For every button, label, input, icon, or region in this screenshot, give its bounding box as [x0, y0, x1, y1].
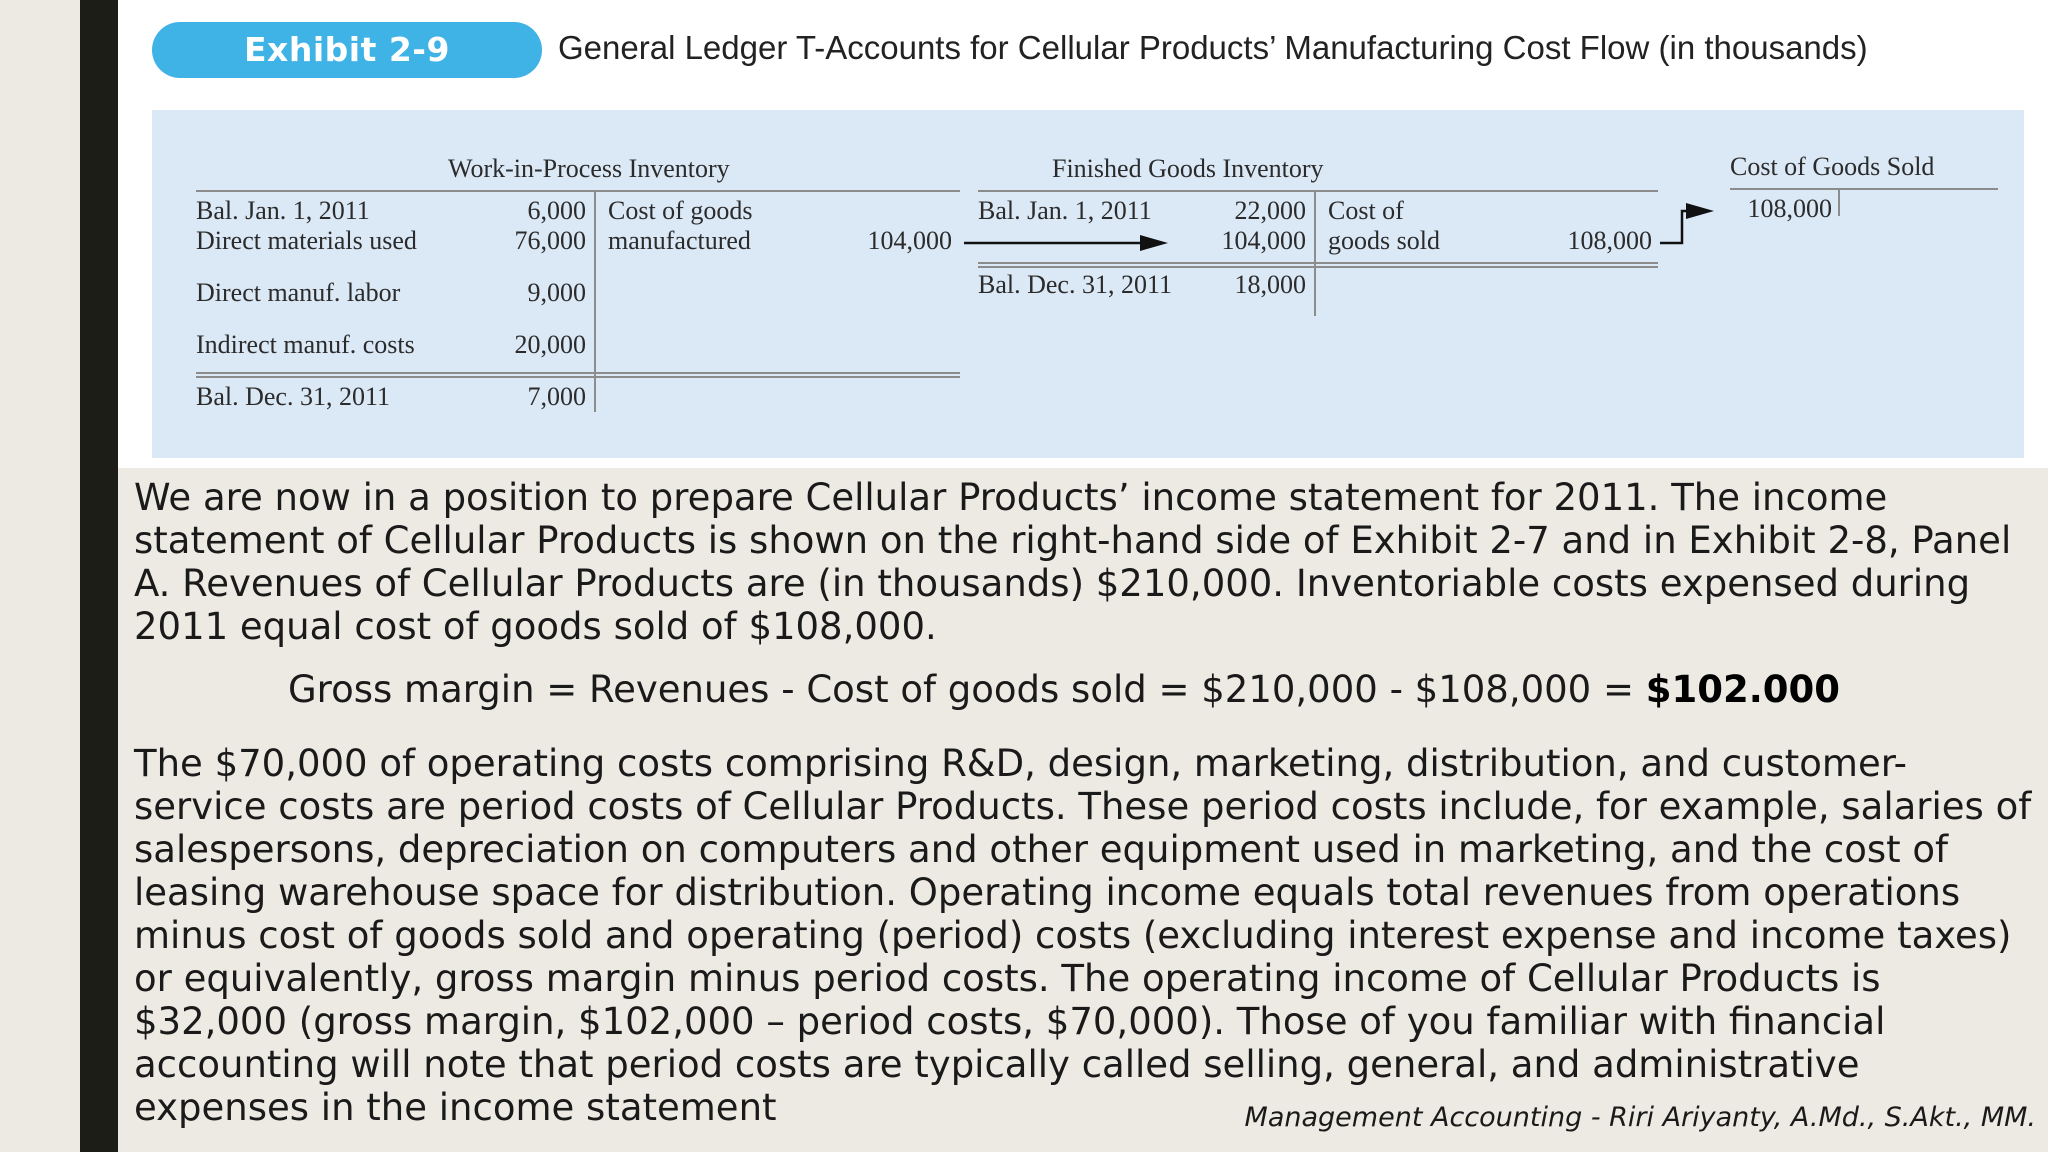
cogs-debit-value: 108,000	[1747, 194, 1832, 223]
t-accounts-box	[152, 110, 2024, 458]
fg-credit-value: 108,000	[1567, 226, 1652, 255]
wip-credit-label: manufactured	[608, 226, 751, 255]
fg-credit-label: goods sold	[1328, 226, 1440, 255]
wip-debit-value: 6,000	[527, 196, 586, 225]
wip-ending-label: Bal. Dec. 31, 2011	[196, 382, 390, 411]
fg-opening-label: Bal. Jan. 1, 2011	[978, 196, 1152, 225]
formula-result: $102.000	[1645, 668, 1841, 711]
fg-title: Finished Goods Inventory	[1052, 154, 1324, 183]
exhibit-panel	[118, 0, 2048, 468]
dark-side-bar	[80, 0, 118, 1152]
wip-credit-label: Cost of goods	[608, 196, 753, 225]
exhibit-title: General Ledger T-Accounts for Cellular Products’ Manufacturing Cost Flow (in thousands)	[558, 29, 1868, 66]
fg-ending-value: 18,000	[1234, 270, 1306, 299]
wip-ending-value: 7,000	[527, 382, 586, 411]
cost-flow-arrows	[152, 110, 2024, 458]
fg-ending-label: Bal. Dec. 31, 2011	[978, 270, 1172, 299]
wip-debit-label: Direct materials used	[196, 226, 417, 255]
footer-credit: Management Accounting - Riri Ariyanty, A.Md., S.Akt., MM.	[1244, 1102, 2036, 1133]
fg-to-cogs-arrow	[1660, 203, 1714, 243]
wip-debit-value: 9,000	[527, 278, 586, 307]
wip-debit-label: Bal. Jan. 1, 2011	[196, 196, 370, 225]
paragraph-income-statement: We are now in a position to prepare Cellular Products’ income statement for 2011. The income statement of Cellular Products is shown on the right-hand side of Exhibit 2-7 and in Exhibit 2-8, Panel A. Revenues of Cellular Products are (in thousands) $210,000. Inventoriable costs expensed during 2011 equal cost of goods sold of $108,000.	[134, 476, 2012, 648]
paragraph-period-costs: The $70,000 of operating costs comprising R&D, design, marketing, distribution, and customer-service costs are period costs of Cellular Products. These period costs include, for example, salaries of salespersons, depreciation on computers and other equipment used in marketing, and the cost of leasing warehouse space for distribution. Operating income equals total revenues from operations minus cost of goods sold and operating (period) costs (excluding interest expense and income taxes) or equivalently, gross margin minus period costs. The operating income of Cellular Products is $32,000 (gross margin, $102,000 – period costs, $70,000). Those of you familiar with financial accounting will note that period costs are typically called selling, general, and administrative expenses in the income statement	[134, 742, 2032, 1129]
wip-title: Work-in-Process Inventory	[448, 154, 730, 183]
slide-left-margin	[0, 0, 80, 1152]
wip-debit-value: 20,000	[514, 330, 586, 359]
fg-credit-label: Cost of	[1328, 196, 1404, 225]
exhibit-badge: Exhibit 2-9	[152, 22, 542, 78]
wip-debit-label: Direct manuf. labor	[196, 278, 401, 307]
wip-debit-label: Indirect manuf. costs	[196, 330, 415, 359]
wip-debit-value: 76,000	[514, 226, 586, 255]
gross-margin-formula	[288, 668, 1840, 711]
wip-to-fg-arrow	[964, 235, 1168, 251]
cogs-title: Cost of Goods Sold	[1730, 152, 1935, 181]
wip-credit-value: 104,000	[867, 226, 952, 255]
fg-transfer-value: 104,000	[1221, 226, 1306, 255]
formula-expression: Gross margin = Revenues - Cost of goods sold = $210,000 - $108,000 =	[288, 668, 1646, 711]
fg-opening-value: 22,000	[1234, 196, 1306, 225]
